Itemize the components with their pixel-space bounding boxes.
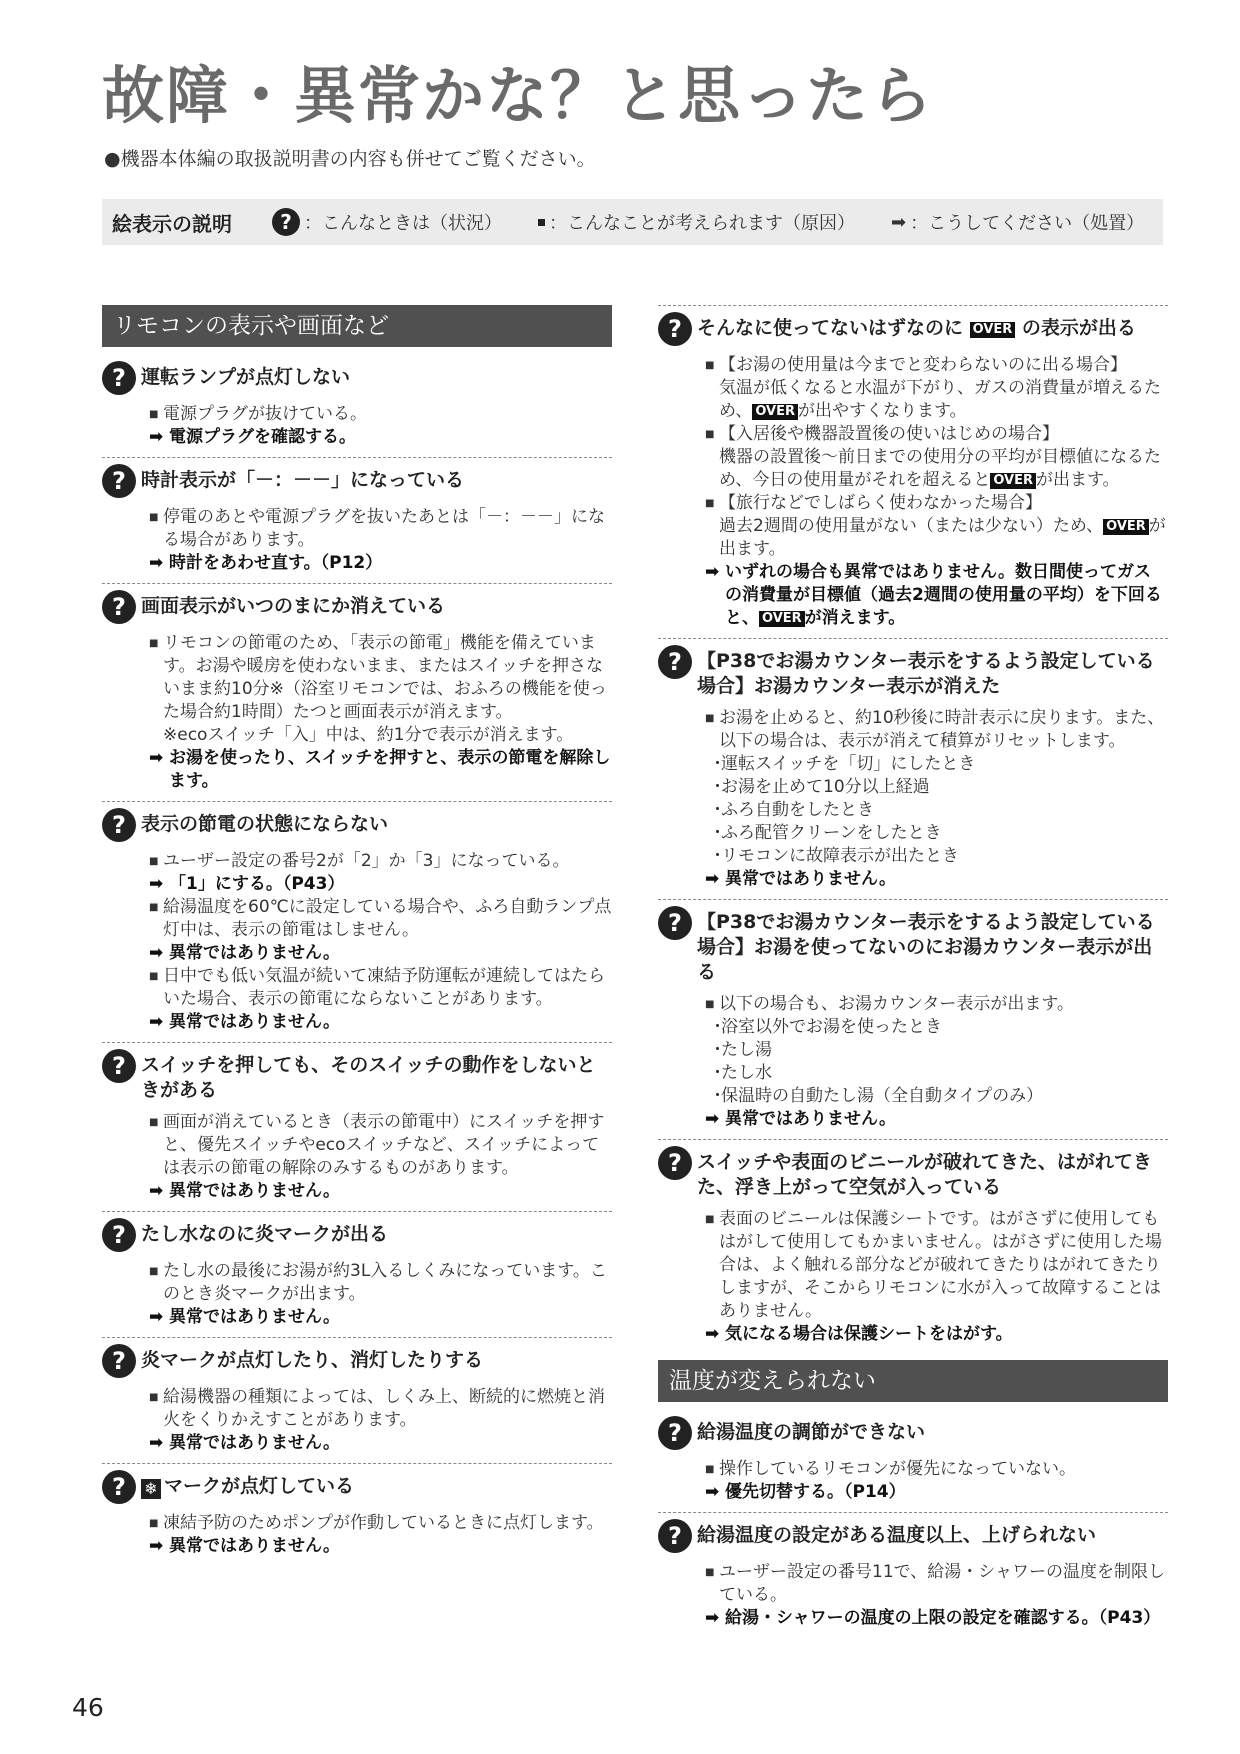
action-text: ➡ 気になる場合は保護シートをはがす。 — [705, 1323, 1168, 1346]
question-icon: ? — [102, 1049, 136, 1083]
faq-question — [658, 906, 1168, 985]
faq-item — [102, 584, 612, 802]
cause-heading: ■ 【お湯の使用量は今までと変わらないのに出る場合】 — [705, 354, 1168, 377]
question-icon: ? — [272, 208, 300, 236]
faq-item — [102, 1212, 612, 1338]
cause-detail-text: が出ます。 — [719, 516, 1166, 559]
list-item: ・ ふろ配管クリーンをしたとき — [705, 822, 1168, 845]
action-text: ➡ 給湯・シャワーの温度の上限の設定を確認する。（P43） — [705, 1607, 1168, 1630]
list-item: ・ ふろ自動をしたとき — [705, 799, 1168, 822]
square-bullet-icon — [538, 219, 545, 226]
faq-answer — [705, 1458, 1168, 1504]
question-icon: ? — [102, 590, 136, 624]
faq-answer — [149, 1512, 612, 1558]
legend-action-text: ：こうしてください（処置） — [910, 213, 1145, 234]
list-item: ・ たし湯 — [705, 1039, 1168, 1062]
faq-item — [102, 1464, 612, 1566]
cause-detail — [705, 377, 1168, 423]
faq-answer — [705, 1208, 1168, 1346]
cause-text: ■ ユーザー設定の番号11で、給湯・シャワーの温度を制限している。 — [705, 1561, 1168, 1607]
question-text: スイッチや表面のビニールが破れてきた、はがれてきた、浮き上がって空気が入っている — [697, 1151, 1152, 1198]
section-header-temperature: 温度が変えられない — [658, 1360, 1168, 1402]
cause-detail-text: 機器の設置後～前日までの使用分の平均が目標値になるため、今日の使用量がそれを超えると — [719, 447, 1161, 490]
action-text: ➡ 異常ではありません。 — [149, 1535, 612, 1558]
question-text: 【P38でお湯カウンター表示をするよう設定している場合】お湯を使ってないのにお湯カウンター表示が出る — [697, 911, 1155, 983]
faq-answer — [705, 707, 1168, 891]
action-text: ➡ 電源プラグを確認する。 — [149, 426, 612, 449]
faq-item — [102, 802, 612, 1043]
over-badge: OVER — [759, 611, 805, 627]
question-icon: ? — [102, 808, 136, 842]
legend-cause — [538, 209, 855, 235]
faq-answer — [705, 354, 1168, 630]
legend-cause-text: ：こんなことが考えられます（原因） — [549, 213, 855, 234]
question-icon: ? — [102, 1470, 136, 1504]
faq-item — [658, 1410, 1168, 1513]
list-item: ・ リモコンに故障表示が出たとき — [705, 845, 1168, 868]
page-number: 46 — [72, 1693, 104, 1722]
cause-text: ■ たし水の最後にお湯が約3L入るしくみになっています。このとき炎マークが出ます。 — [149, 1260, 612, 1306]
faq-answer — [149, 632, 612, 793]
page-title: 故障・異常かな？と思ったら — [102, 59, 935, 132]
cause-text: ■ 日中でも低い気温が続いて凍結予防運転が連続してはたらいた場合、表示の節電にならないことがあります。 — [149, 965, 612, 1011]
faq-question — [658, 312, 1168, 346]
question-icon: ? — [102, 1344, 136, 1378]
cause-text: ■ 給湯温度を60℃に設定している場合や、ふろ自動ランプ点灯中は、表示の節電はしません。 — [149, 896, 612, 942]
question-text — [141, 1470, 354, 1499]
action-text-part: が消えます。 — [804, 608, 906, 628]
over-badge: OVER — [752, 404, 798, 420]
cause-text: ■ 停電のあとや電源プラグを抜いたあとは「－：－－」になる場合があります。 — [149, 506, 612, 552]
question-text: 運転ランプが点灯しない — [141, 366, 351, 388]
cause-detail-text: 過去2週間の使用量がない（または少ない）ため、 — [719, 516, 1104, 536]
faq-item — [658, 639, 1168, 900]
question-text-pre: そんなに使ってないはずなのに — [697, 317, 964, 339]
question-text: 給湯温度の調節ができない — [697, 1421, 926, 1443]
faq-question — [102, 1218, 612, 1252]
question-text: 表示の節電の状態にならない — [141, 813, 389, 835]
faq-item — [658, 1140, 1168, 1354]
action-text: ➡ 時計をあわせ直す。（P12） — [149, 552, 612, 575]
cause-detail — [705, 515, 1168, 561]
legend-situation-text: ：こんなときは（状況） — [304, 213, 502, 234]
action-text: ➡ お湯を使ったり、スイッチを押すと、表示の節電を解除します。 — [149, 747, 612, 793]
cause-text: ■ 給湯機器の種類によっては、しくみ上、断続的に燃焼と消火をくりかえすことがあります。 — [149, 1386, 612, 1432]
cause-text: ■ 電源プラグが抜けている。 — [149, 403, 612, 426]
question-text: 炎マークが点灯したり、消灯したりする — [141, 1349, 484, 1371]
faq-answer — [149, 506, 612, 575]
faq-answer — [149, 1260, 612, 1329]
faq-item — [658, 900, 1168, 1140]
action-text: ➡ 「1」にする。（P43） — [149, 873, 612, 896]
action-text: ➡ 異常ではありません。 — [705, 1108, 1168, 1131]
question-text — [697, 312, 1136, 341]
left-column — [102, 305, 612, 1566]
cause-text: ■ ユーザー設定の番号2が「2」か「3」になっている。 — [149, 850, 612, 873]
faq-item — [102, 458, 612, 584]
legend-bar — [102, 199, 1163, 245]
action-text: ➡ 異常ではありません。 — [149, 942, 612, 965]
question-text: 時計表示が「－：－－」になっている — [141, 469, 465, 491]
faq-item — [102, 1338, 612, 1464]
question-icon: ? — [102, 1218, 136, 1252]
faq-answer — [149, 1386, 612, 1455]
action-text: ➡ 優先切替する。（P14） — [705, 1481, 1168, 1504]
action-text: ➡ 異常ではありません。 — [149, 1432, 612, 1455]
list-item: ・ 保温時の自動たし湯（全自動タイプのみ） — [705, 1085, 1168, 1108]
question-text: スイッチを押しても、そのスイッチの動作をしないときがある — [141, 1054, 596, 1101]
cause-text: ■ 表面のビニールは保護シートです。はがさずに使用してもはがして使用してもかまいません。はがさずに使用した場合は、よく触れる部分などが破れてきたりはがれてきたりしますが、そこからリモコンに水が入って故障することはありません。 — [705, 1208, 1168, 1323]
faq-question — [102, 808, 612, 842]
faq-answer — [149, 850, 612, 1034]
question-text: たし水なのに炎マークが出る — [141, 1223, 389, 1245]
action-text: ➡ 異常ではありません。 — [149, 1306, 612, 1329]
faq-item — [102, 355, 612, 458]
faq-answer — [705, 1561, 1168, 1630]
cause-detail — [705, 446, 1168, 492]
cause-text: ■ 以下の場合も、お湯カウンター表示が出ます。 — [705, 993, 1168, 1016]
list-item: ・ お湯を止めて10分以上経過 — [705, 776, 1168, 799]
faq-answer — [705, 993, 1168, 1131]
snowflake-icon: ❄ — [141, 1479, 161, 1499]
legend-label: 絵表示の説明 — [112, 211, 232, 236]
question-icon: ? — [658, 1416, 692, 1450]
list-item: ・ たし水 — [705, 1062, 1168, 1085]
faq-question — [102, 590, 612, 624]
cause-heading: ■ 【旅行などでしばらく使わなかった場合】 — [705, 492, 1168, 515]
faq-question — [102, 361, 612, 395]
legend-action — [891, 209, 1144, 235]
faq-question — [102, 464, 612, 498]
question-icon: ? — [658, 906, 692, 940]
list-item: ・ 運転スイッチを「切」にしたとき — [705, 753, 1168, 776]
faq-question — [102, 1344, 612, 1378]
question-icon: ? — [658, 645, 692, 679]
question-text: 給湯温度の設定がある温度以上、上げられない — [697, 1524, 1097, 1546]
faq-question — [102, 1470, 612, 1504]
question-icon: ? — [658, 312, 692, 346]
faq-question — [658, 1519, 1168, 1553]
question-text: 画面表示がいつのまにか消えている — [141, 595, 446, 617]
cause-detail-text: が出ます。 — [1035, 470, 1120, 490]
cause-text: ■ 操作しているリモコンが優先になっていない。 — [705, 1458, 1168, 1481]
intro-note: ●機器本体編の取扱説明書の内容も併せてご覧ください。 — [104, 148, 596, 170]
cause-text: ■ 画面が消えているとき（表示の節電中）にスイッチを押すと、優先スイッチやecoスイッチなど、スイッチによっては表示の節電の解除のみするものがあります。 — [149, 1111, 612, 1180]
faq-question — [658, 1146, 1168, 1200]
question-icon: ? — [658, 1146, 692, 1180]
cause-detail-text: が出やすくなります。 — [797, 401, 967, 421]
note-text: ※ecoスイッチ「入」中は、約1分で表示が消えます。 — [163, 725, 574, 745]
cause-detail-text: 気温が低くなると水温が下がり、ガスの消費量が増えるため、 — [719, 378, 1161, 421]
faq-question — [102, 1049, 612, 1103]
faq-item — [658, 1513, 1168, 1638]
cause-text: ■ お湯を止めると、約10秒後に時計表示に戻ります。また、以下の場合は、表示が消えて積算がリセットします。 — [705, 707, 1168, 753]
action-text: ➡ 異常ではありません。 — [149, 1011, 612, 1034]
action-text — [705, 561, 1168, 630]
action-text: ➡ 異常ではありません。 — [149, 1180, 612, 1203]
question-icon: ? — [102, 361, 136, 395]
cause-text: ■ リモコンの節電のため、「表示の節電」機能を備えています。お湯や暖房を使わないまま、またはスイッチを押さないまま約10分※（浴室リモコンでは、おふろの機能を使った場合約1時間）たつと画面表示が消えます。 — [149, 632, 612, 724]
cause-text: ■ 凍結予防のためポンプが作動しているときに点灯します。 — [149, 1512, 612, 1535]
faq-answer — [149, 403, 612, 449]
faq-question — [658, 1416, 1168, 1450]
right-column — [658, 305, 1168, 1638]
legend-situation — [272, 208, 502, 236]
section-header-remote-display: リモコンの表示や画面など — [102, 305, 612, 347]
list-item: ・ 浴室以外でお湯を使ったとき — [705, 1016, 1168, 1039]
over-badge: OVER — [970, 322, 1016, 338]
action-text-part: いずれの場合も異常ではありません。数日間使ってガスの消費量が目標値（過去2週間の使用量の平均）を下回ると、 — [725, 562, 1162, 628]
over-badge: OVER — [990, 473, 1036, 489]
arrow-right-icon: ➡ — [891, 211, 907, 233]
question-text-label: マークが点灯している — [164, 1475, 355, 1497]
faq-question — [658, 645, 1168, 699]
question-text-post: の表示が出る — [1021, 317, 1136, 339]
question-icon: ? — [102, 464, 136, 498]
question-text: 【P38でお湯カウンター表示をするよう設定している場合】お湯カウンター表示が消えた — [697, 650, 1155, 697]
over-badge: OVER — [1103, 519, 1149, 535]
action-text: ➡ 異常ではありません。 — [705, 868, 1168, 891]
faq-item — [102, 1043, 612, 1212]
cause-heading: ■ 【入居後や機器設置後の使いはじめの場合】 — [705, 423, 1168, 446]
faq-item — [658, 305, 1168, 639]
question-icon: ? — [658, 1519, 692, 1553]
faq-answer — [149, 1111, 612, 1203]
